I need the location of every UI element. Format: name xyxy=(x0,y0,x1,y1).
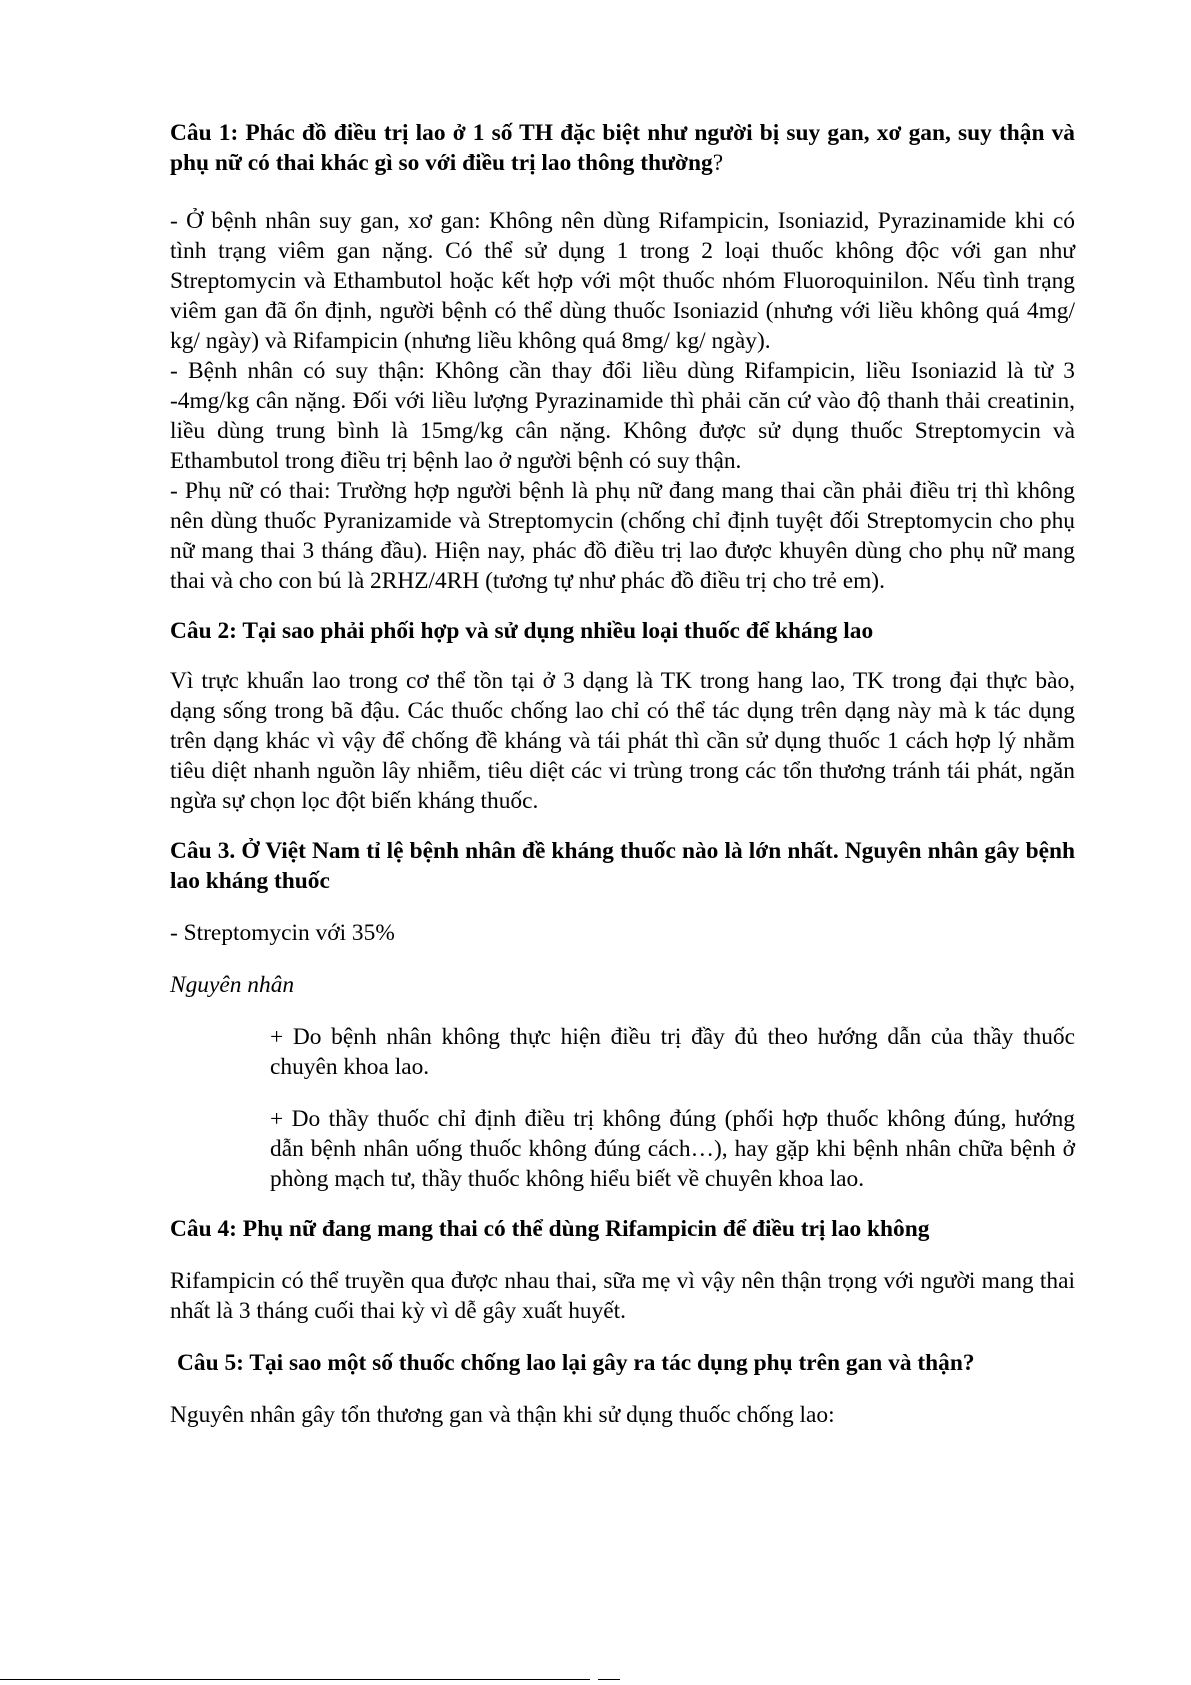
question-3-answer: - Streptomycin với 35% xyxy=(170,920,395,946)
question-3-cause-2: + Do thầy thuốc chỉ định điều trị không đúng (phối hợp thuốc không đúng, hướng dẫn bệnh nhân uống thuốc không đúng cách…), hay gặp khi bệnh nhân chữa bệnh ở phòng mạch tư, thầy thuốc không hiểu biết về chuyên khoa lao. xyxy=(270,1106,1075,1192)
document-page xyxy=(170,118,1075,1430)
question-1-heading-tail: ? xyxy=(712,150,724,176)
question-3-cause-1: + Do bệnh nhân không thực hiện điều trị đầy đủ theo hướng dẫn của thầy thuốc chuyên khoa lao. xyxy=(270,1024,1075,1080)
question-1-paragraph-pregnancy: - Phụ nữ có thai: Trường hợp người bệnh là phụ nữ đang mang thai cần phải điều trị thì không nên dùng thuốc Pyranizamide và Streptomycin (chống chỉ định tuyệt đối Streptomycin cho phụ nữ mang thai 3 tháng đầu). Hiện nay, phác đồ điều trị lao được khuyên dùng cho phụ nữ mang thai và cho con bú là 2RHZ/4RH (tương tự như phác đồ điều trị cho trẻ em). xyxy=(170,478,1075,594)
question-4-paragraph: Rifampicin có thể truyền qua được nhau thai, sữa mẹ vì vậy nên thận trọng với người mang thai nhất là 3 tháng cuối thai kỳ vì dễ gây xuất huyết. xyxy=(170,1268,1075,1324)
question-1-heading: Câu 1: Phác đồ điều trị lao ở 1 số TH đặc biệt như người bị suy gan, xơ gan, suy thận và phụ nữ có thai khác gì so với điều trị lao thông thường? xyxy=(170,120,1075,176)
question-1-paragraph-kidney: - Bệnh nhân có suy thận: Không cần thay đổi liều dùng Rifampicin, liều Isoniazid là từ 3 -4mg/kg cân nặng. Đối với liều lượng Pyrazinamide thì phải căn cứ vào độ thanh thải creatinin, liều dùng trung bình là 15mg/kg cân nặng. Không được sử dụng thuốc Streptomycin và Ethambutol trong điều trị bệnh lao ở người bệnh có suy thận. xyxy=(170,358,1075,474)
question-4-heading: Câu 4: Phụ nữ đang mang thai có thể dùng Rifampicin để điều trị lao không xyxy=(170,1216,930,1242)
question-3-heading: Câu 3. Ở Việt Nam tỉ lệ bệnh nhân đề kháng thuốc nào là lớn nhất. Nguyên nhân gây bệnh lao kháng thuốc xyxy=(170,838,1075,894)
footer-divider-segment xyxy=(598,1679,620,1680)
question-2-paragraph: Vì trực khuẩn lao trong cơ thể tồn tại ở 3 dạng là TK trong hang lao, TK trong đại thực bào, dạng sống trong bã đậu. Các thuốc chống lao chỉ có thể tác dụng trên dạng này mà k tác dụng trên dạng khác vì vậy để chống đề kháng và tái phát thì cần sử dụng thuốc 1 cách hợp lý nhằm tiêu diệt nhanh nguồn lây nhiễm, tiêu diệt các vi trùng trong các tổn thương tránh tái phát, ngăn ngừa sự chọn lọc đột biến kháng thuốc. xyxy=(170,668,1075,814)
question-5-paragraph: Nguyên nhân gây tổn thương gan và thận khi sử dụng thuốc chống lao: xyxy=(170,1402,835,1428)
question-2-heading: Câu 2: Tại sao phải phối hợp và sử dụng nhiều loại thuốc để kháng lao xyxy=(170,618,874,644)
footer-divider xyxy=(0,1679,590,1680)
question-5-heading: Câu 5: Tại sao một số thuốc chống lao lại gây ra tác dụng phụ trên gan và thận? xyxy=(177,1350,975,1376)
question-1-paragraph-liver: - Ở bệnh nhân suy gan, xơ gan: Không nên dùng Rifampicin, Isoniazid, Pyrazinamide khi có tình trạng viêm gan nặng. Có thể sử dụng 1 trong 2 loại thuốc không độc với gan như Streptomycin và Ethambutol hoặc kết hợp với một thuốc nhóm Fluoroquinilon. Nếu tình trạng viêm gan đã ổn định, người bệnh có thể dùng thuốc Isoniazid (nhưng với liều không quá 4mg/ kg/ ngày) và Rifampicin (nhưng liều không quá 8mg/ kg/ ngày). xyxy=(170,208,1075,354)
question-3-cause-label: Nguyên nhân xyxy=(170,972,295,998)
